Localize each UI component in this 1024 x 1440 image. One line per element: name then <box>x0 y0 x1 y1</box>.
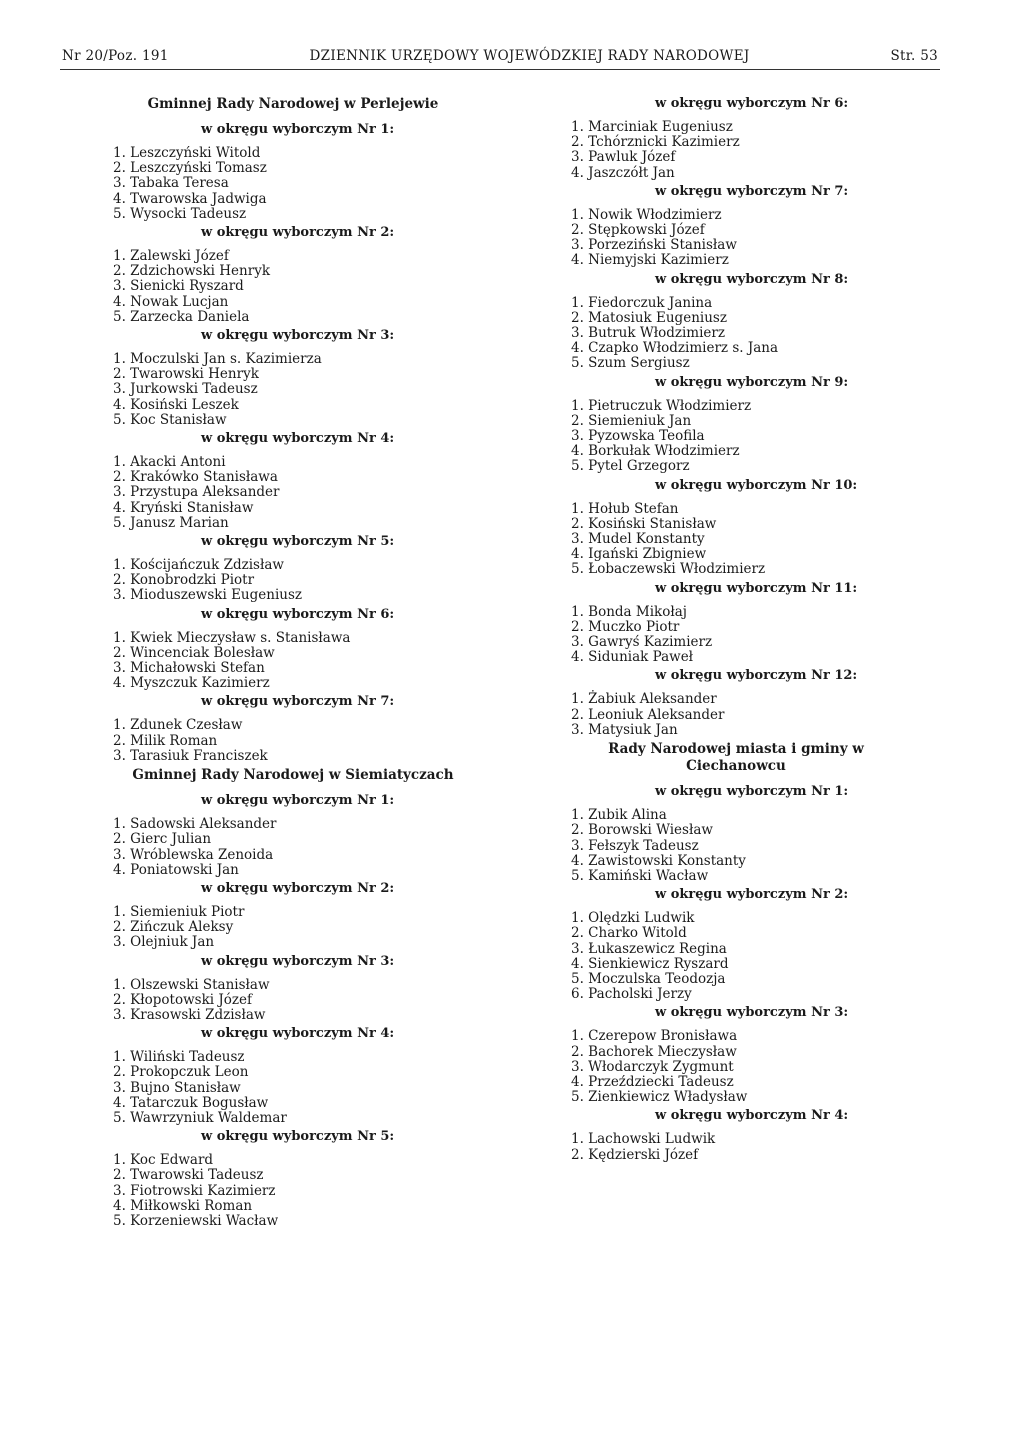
district-block <box>113 954 473 1024</box>
candidate-name: 1. Pietruczuk Włodzimierz <box>571 397 752 414</box>
candidate-list <box>113 558 473 604</box>
candidate-name: 1. Siemieniuk Piotr <box>113 903 245 920</box>
candidate-name: 5. Zarzecka Daniela <box>113 308 250 325</box>
candidate-name: 1. Marciniak Eugeniusz <box>571 119 733 135</box>
candidate-name: 3. Matysiuk Jan <box>571 721 678 738</box>
candidate-name: 1. Kwiek Mieczysław s. Stanisława <box>113 629 351 646</box>
candidate-name: 3. Mudel Konstanty <box>571 531 705 548</box>
candidate-name: 5. Szum Sergiusz <box>571 355 690 372</box>
candidate-name: 5. Wysocki Tadeusz <box>113 205 247 222</box>
candidate-name: 5. Pytel Grzegorz <box>571 458 690 475</box>
candidate-name: 4. Zawistowski Konstanty <box>571 852 746 869</box>
district-heading: w okręgu wyborczym Nr 6: <box>201 606 395 622</box>
candidate-name: 3. Sienicki Ryszard <box>113 278 244 295</box>
candidate-name: 2. Leszczyński Tomasz <box>113 160 267 177</box>
candidate-name: 1. Żabiuk Aleksander <box>571 691 717 708</box>
district-block <box>571 668 901 738</box>
candidate-name: 4. Niemyjski Kazimierz <box>571 252 729 269</box>
candidate-name: 3. Mioduszewski Eugeniusz <box>113 587 303 604</box>
candidate-list <box>113 455 473 531</box>
district-block <box>113 1026 473 1126</box>
candidate-name: 1. Wiliński Tadeusz <box>113 1049 245 1066</box>
candidate-name: 2. Charko Witold <box>571 925 687 942</box>
district-heading: w okręgu wyborczym Nr 7: <box>201 694 395 710</box>
candidate-name: 4. Czapko Włodzimierz s. Jana <box>571 340 779 357</box>
right-column <box>571 96 901 1166</box>
page-number: Str. 53 <box>890 48 938 64</box>
journal-title: DZIENNIK URZĘDOWY WOJEWÓDZKIEJ RADY NARODOWEJ <box>309 48 750 64</box>
candidate-name: 4. Poniatowski Jan <box>113 861 239 878</box>
candidate-name: 1. Nowik Włodzimierz <box>571 206 722 223</box>
candidate-list <box>571 911 901 1002</box>
district-heading: w okręgu wyborczym Nr 1: <box>655 784 849 800</box>
candidate-name: 2. Wincenciak Bolesław <box>113 644 275 661</box>
district-heading: w okręgu wyborczym Nr 8: <box>655 271 849 287</box>
candidate-list <box>113 631 473 692</box>
candidate-list <box>113 718 473 764</box>
candidate-name: 1. Leszczyński Witold <box>113 145 261 161</box>
district-block <box>113 793 473 878</box>
council-section-title: Rady Narodowej miasta i gminy w Ciechanowcu <box>608 741 864 775</box>
candidate-name: 2. Borowski Wiesław <box>571 822 713 839</box>
district-block <box>571 1108 901 1162</box>
candidate-name: 5. Kamiński Wacław <box>571 867 709 884</box>
candidate-name: 2. Krakówko Stanisława <box>113 469 278 486</box>
candidate-name: 1. Hołub Stefan <box>571 500 679 517</box>
candidate-name: 1. Moczulski Jan s. Kazimierza <box>113 351 322 368</box>
candidate-list <box>113 146 473 222</box>
candidate-name: 4. Jaszczółt Jan <box>571 164 675 181</box>
district-heading: w okręgu wyborczym Nr 2: <box>655 887 849 903</box>
district-block <box>113 328 473 428</box>
candidate-name: 4. Igański Zbigniew <box>571 546 707 563</box>
candidate-name: 2. Twarowski Henryk <box>113 366 259 383</box>
candidate-name: 1. Olędzki Ludwik <box>571 910 695 927</box>
district-heading: w okręgu wyborczym Nr 2: <box>201 880 395 896</box>
candidate-name: 6. Pacholski Jerzy <box>571 986 692 1003</box>
district-block <box>571 272 901 372</box>
candidate-name: 1. Lachowski Ludwik <box>571 1131 716 1148</box>
district-block <box>571 581 901 666</box>
candidate-list <box>571 296 901 372</box>
district-block <box>571 96 901 181</box>
page-header <box>62 48 938 64</box>
candidate-name: 1. Zalewski Józef <box>113 248 229 265</box>
candidate-name: 5. Łobaczewski Włodzimierz <box>571 561 766 578</box>
candidate-name: 2. Zdzichowski Henryk <box>113 263 270 280</box>
candidate-list <box>571 120 901 181</box>
district-heading: w okręgu wyborczym Nr 3: <box>201 328 395 344</box>
district-heading: w okręgu wyborczym Nr 10: <box>655 477 858 493</box>
candidate-name: 1. Olszewski Stanisław <box>113 976 270 993</box>
district-block <box>113 122 473 222</box>
candidate-name: 3. Wróblewska Zenoida <box>113 846 274 863</box>
district-heading: w okręgu wyborczym Nr 4: <box>201 1026 395 1042</box>
candidate-list <box>571 399 901 475</box>
candidate-name: 3. Krasowski Zdzisław <box>113 1006 266 1023</box>
candidate-name: 3. Przystupa Aleksander <box>113 484 280 501</box>
candidate-name: 2. Stępkowski Józef <box>571 222 705 239</box>
district-block <box>113 225 473 325</box>
header-divider <box>60 69 940 70</box>
candidate-list <box>571 808 901 884</box>
issue-number: Nr 20/Poz. 191 <box>62 48 169 64</box>
candidate-name: 1. Zdunek Czesław <box>113 717 243 734</box>
candidate-name: 4. Borkułak Włodzimierz <box>571 443 740 460</box>
candidate-name: 2. Matosiuk Eugeniusz <box>571 309 727 326</box>
district-heading: w okręgu wyborczym Nr 11: <box>655 580 858 596</box>
candidate-list <box>113 817 473 878</box>
candidate-name: 1. Kościjańczuk Zdzisław <box>113 557 284 574</box>
district-block <box>113 607 473 692</box>
district-heading: w okręgu wyborczym Nr 9: <box>655 374 849 390</box>
candidate-name: 4. Twarowska Jadwiga <box>113 190 267 207</box>
candidate-name: 2. Kędzierski Józef <box>571 1146 699 1163</box>
candidate-name: 3. Olejniuk Jan <box>113 934 215 951</box>
district-block <box>113 881 473 951</box>
candidate-name: 3. Fiotrowski Kazimierz <box>113 1182 276 1199</box>
candidate-name: 1. Bonda Mikołaj <box>571 603 687 620</box>
district-block <box>571 184 901 269</box>
candidate-list <box>571 1029 901 1105</box>
district-block <box>571 784 901 884</box>
district-heading: w okręgu wyborczym Nr 4: <box>655 1108 849 1124</box>
candidate-list <box>571 605 901 666</box>
district-block <box>113 694 473 764</box>
candidate-name: 5. Koc Stanisław <box>113 411 227 428</box>
candidate-list <box>571 502 901 578</box>
candidate-list <box>113 352 473 428</box>
candidate-name: 1. Czerepow Bronisława <box>571 1028 738 1045</box>
candidate-name: 2. Milik Roman <box>113 732 218 749</box>
candidate-name: 1. Koc Edward <box>113 1152 214 1169</box>
candidate-name: 2. Leoniuk Aleksander <box>571 706 725 723</box>
candidate-name: 3. Fełszyk Tadeusz <box>571 837 699 854</box>
candidate-name: 4. Nowak Lucjan <box>113 293 229 310</box>
left-column <box>113 96 473 1232</box>
candidate-name: 2. Konobrodzki Piotr <box>113 572 255 589</box>
council-section-title: Gminnej Rady Narodowej w Perlejewie <box>147 96 439 112</box>
candidate-name: 4. Tatarczuk Bogusław <box>113 1094 269 1111</box>
candidate-name: 2. Kłopotowski Józef <box>113 991 252 1008</box>
candidate-name: 2. Prokopczuk Leon <box>113 1064 249 1081</box>
district-heading: w okręgu wyborczym Nr 1: <box>201 122 395 137</box>
candidate-name: 2. Zińczuk Aleksy <box>113 919 234 936</box>
district-block <box>113 431 473 531</box>
district-heading: w okręgu wyborczym Nr 4: <box>201 431 395 447</box>
candidate-name: 4. Przeździecki Tadeusz <box>571 1073 734 1090</box>
candidate-name: 3. Łukaszewicz Regina <box>571 940 727 957</box>
candidate-name: 5. Korzeniewski Wacław <box>113 1212 279 1229</box>
candidate-name: 1. Sadowski Aleksander <box>113 816 277 833</box>
district-heading: w okręgu wyborczym Nr 2: <box>201 225 395 241</box>
candidate-name: 5. Janusz Marian <box>113 514 229 531</box>
candidate-name: 3. Tarasiuk Franciszek <box>113 747 268 764</box>
district-heading: w okręgu wyborczym Nr 12: <box>655 668 858 684</box>
candidate-name: 3. Włodarczyk Zygmunt <box>571 1058 734 1075</box>
candidate-list <box>113 1050 473 1126</box>
candidate-list <box>113 1153 473 1229</box>
district-heading: w okręgu wyborczym Nr 3: <box>201 953 395 969</box>
district-block <box>571 1005 901 1105</box>
candidate-name: 2. Tchórznicki Kazimierz <box>571 134 740 151</box>
candidate-name: 4. Miłkowski Roman <box>113 1197 253 1214</box>
candidate-name: 3. Bujno Stanisław <box>113 1079 241 1096</box>
candidate-name: 5. Moczulska Teodozja <box>571 970 726 987</box>
candidate-name: 3. Jurkowski Tadeusz <box>113 381 258 398</box>
candidate-name: 3. Michałowski Stefan <box>113 660 265 677</box>
candidate-name: 3. Butruk Włodzimierz <box>571 325 725 342</box>
district-block <box>113 1129 473 1229</box>
candidate-name: 1. Fiedorczuk Janina <box>571 294 713 311</box>
candidate-list <box>113 249 473 325</box>
candidate-list <box>571 1132 901 1162</box>
district-heading: w okręgu wyborczym Nr 3: <box>655 1005 849 1021</box>
district-heading: w okręgu wyborczym Nr 5: <box>201 534 395 550</box>
candidate-name: 2. Siemieniuk Jan <box>571 412 692 429</box>
candidate-name: 2. Muczko Piotr <box>571 618 680 635</box>
district-block <box>571 887 901 1002</box>
candidate-name: 2. Gierc Julian <box>113 831 212 848</box>
candidate-name: 4. Kryński Stanisław <box>113 499 254 516</box>
district-heading: w okręgu wyborczym Nr 7: <box>655 183 849 199</box>
district-heading: w okręgu wyborczym Nr 1: <box>201 793 395 809</box>
candidate-list <box>113 905 473 951</box>
candidate-name: 4. Kosiński Leszek <box>113 396 239 413</box>
candidate-name: 4. Sienkiewicz Ryszard <box>571 955 729 972</box>
candidate-name: 1. Zubik Alina <box>571 807 667 824</box>
district-block <box>113 534 473 604</box>
candidate-name: 3. Pawluk Józef <box>571 149 676 166</box>
council-section-title: Gminnej Rady Narodowej w Siemiatyczach <box>132 767 454 784</box>
candidate-list <box>571 692 901 738</box>
candidate-name: 5. Wawrzyniuk Waldemar <box>113 1109 287 1126</box>
candidate-name: 2. Bachorek Mieczysław <box>571 1043 737 1060</box>
district-block <box>571 478 901 578</box>
district-heading: w okręgu wyborczym Nr 5: <box>201 1129 395 1145</box>
candidate-name: 4. Myszczuk Kazimierz <box>113 675 270 692</box>
candidate-name: 5. Zienkiewicz Władysław <box>571 1089 748 1106</box>
candidate-name: 2. Kosiński Stanisław <box>571 515 717 532</box>
candidate-list <box>571 208 901 269</box>
candidate-name: 3. Gawryś Kazimierz <box>571 634 713 651</box>
candidate-name: 3. Tabaka Teresa <box>113 175 229 192</box>
district-heading: w okręgu wyborczym Nr 6: <box>655 96 849 111</box>
candidate-name: 3. Pyzowska Teofila <box>571 428 705 445</box>
candidate-list <box>113 978 473 1024</box>
candidate-name: 4. Siduniak Paweł <box>571 649 694 666</box>
candidate-name: 1. Akacki Antoni <box>113 454 226 471</box>
district-block <box>571 375 901 475</box>
candidate-name: 3. Porzeziński Stanisław <box>571 237 737 254</box>
candidate-name: 2. Twarowski Tadeusz <box>113 1167 264 1184</box>
